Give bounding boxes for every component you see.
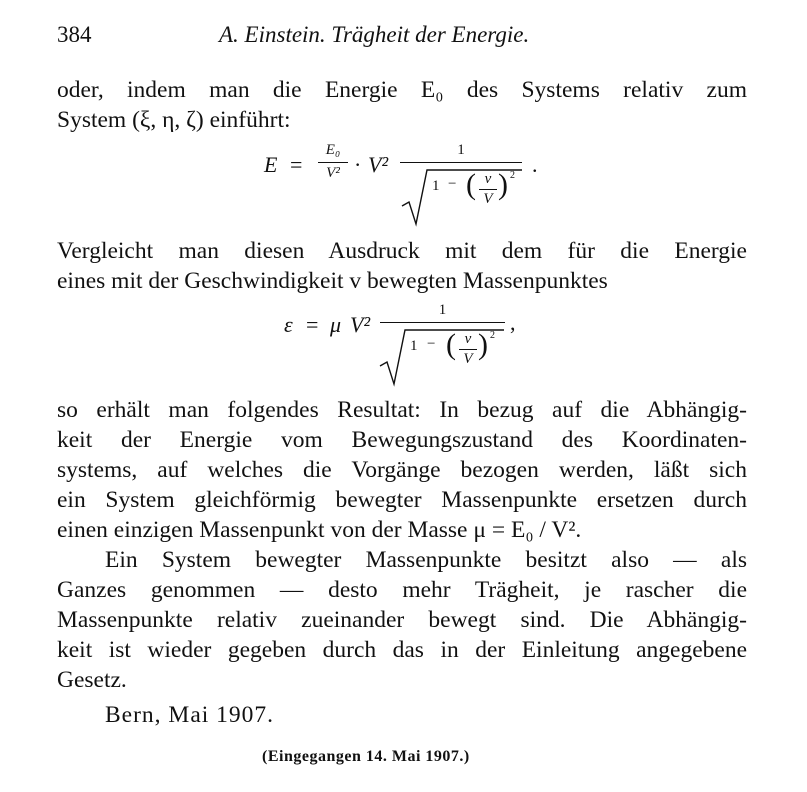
formula-1-inner-bar [479,189,497,190]
closing-place-date: Bern, Mai 1907. [105,702,275,728]
formula-2-open-paren: ( [446,328,456,361]
paragraph-3-line-4: ein System gleichförmig bewegter Massenpunkte ersetzen durch [57,487,747,513]
formula-1-lhs: E [264,152,278,177]
formula-1-fraction-bar [318,162,348,163]
paragraph-4-line-2: Ganzes genommen — desto mehr Trägheit, je rascher die [57,577,747,603]
formula-1-minus: − [448,176,457,192]
formula-2-lhs: ε [284,312,293,337]
formula-1-fraction-numerator: E₀ [325,142,341,158]
formula-1-V: V [483,191,493,207]
paragraph-3-line-5: einen einzigen Massenpunkt von der Masse μ = E₀ / V². [57,517,582,543]
formula-1 [260,140,560,230]
formula-1-one: 1 [457,142,465,158]
formula-1-dot: · [354,152,362,177]
formula-2-inner-bar [459,349,477,350]
paragraph-4-line-4: keit ist wieder gegeben durch das in der Einleitung angegebene [57,637,747,663]
paragraph-4-line-3: Massenpunkte relativ zueinander bewegt sind. Die Abhängig- [57,607,747,633]
formula-1-root-one: 1 [432,178,440,194]
formula-1-main-bar [400,162,522,163]
formula-2 [280,300,540,388]
paragraph-1-line-1: oder, indem man die Energie E₀ des Systems relativ zum [57,77,747,103]
formula-2-one: 1 [438,302,447,318]
formula-2-root-one: 1 [410,338,418,354]
formula-2-close-paren: ) [478,328,488,361]
formula-1-equals: = [290,152,303,177]
formula-2-equals: = [306,312,319,337]
paragraph-2-line-2: eines mit der Geschwindigkeit v bewegten Massenpunktes [57,268,608,294]
formula-1-open-paren: ( [466,168,476,201]
formula-2-main-bar [380,322,505,323]
formula-2-minus: − [427,336,436,352]
paragraph-2-line-1: Vergleicht man diesen Ausdruck mit dem für die Energie [57,238,747,264]
formula-2-comma: , [510,310,516,335]
formula-2-v: v [464,331,472,347]
formula-2-mu: μ [330,312,342,337]
formula-2-factor: V² [350,312,371,337]
paragraph-1-line-2: System (ξ, η, ζ) einführt: [57,107,291,133]
formula-1-factor: V² [368,152,389,177]
formula-1-period: . [532,152,538,177]
formula-2-exponent: 2 [490,330,495,341]
formula-1-fraction-denominator: V² [326,165,340,181]
page-number: 384 [57,22,92,47]
paragraph-3-line-3: systems, auf welches die Vorgänge bezogen werden, läßt sich [57,457,747,483]
page-header [57,22,747,52]
formula-1-exponent: 2 [510,170,515,181]
paragraph-3-line-2: keit der Energie vom Bewegungszustand des Koordinaten- [57,427,747,453]
running-head: A. Einstein. Trägheit der Energie. [219,22,530,47]
paragraph-4-line-5: Gesetz. [57,667,127,693]
formula-1-close-paren: ) [498,168,508,201]
formula-2-V: V [463,351,473,367]
formula-1-v: v [484,171,492,187]
paragraph-4-line-1: Ein System bewegter Massenpunkte besitzt also — als [105,547,747,573]
received-note: (Eingegangen 14. Mai 1907.) [262,748,470,765]
paragraph-3-line-1: so erhält man folgendes Resultat: In bezug auf die Abhängig- [57,397,747,423]
